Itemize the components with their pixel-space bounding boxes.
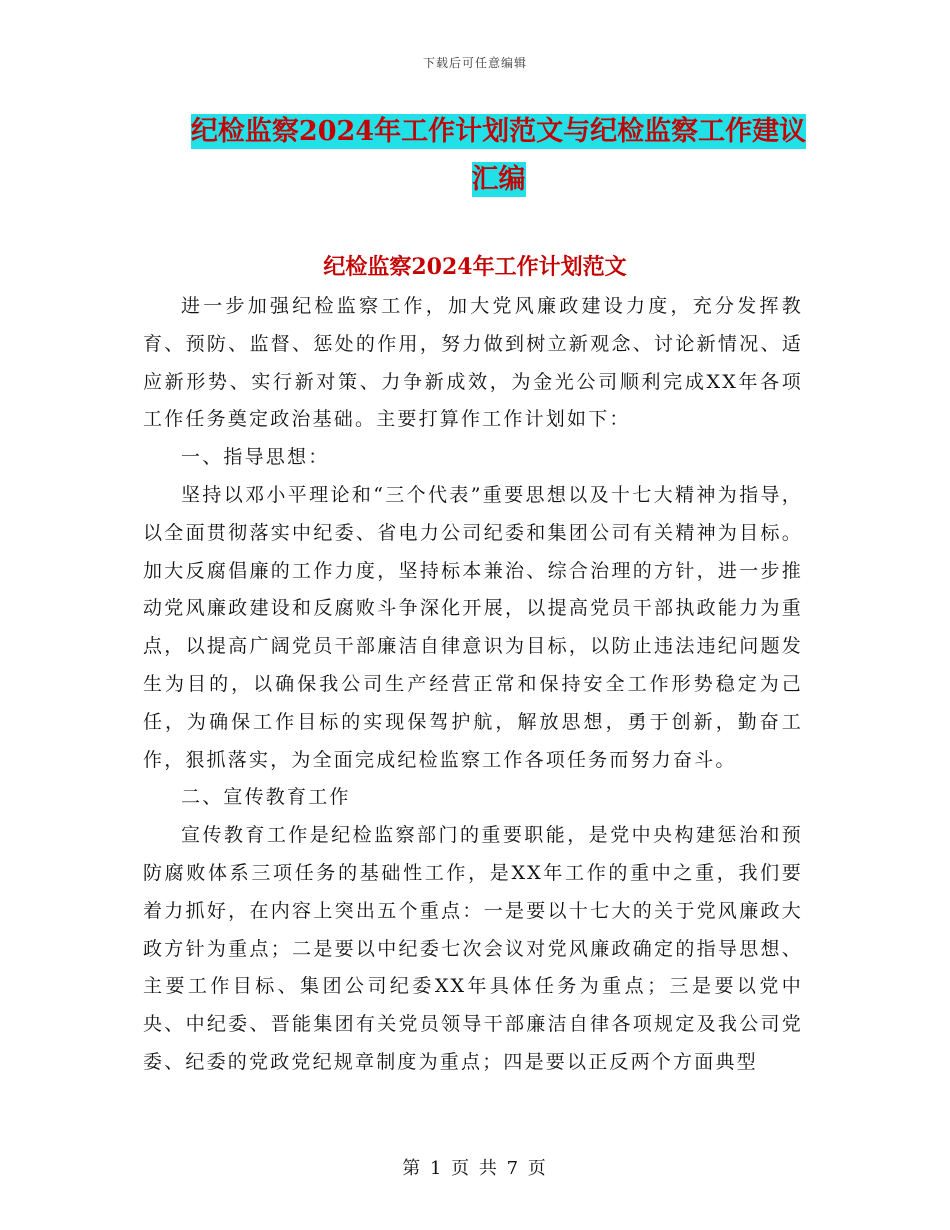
section-title: 纪检监察2024年工作计划范文 xyxy=(323,254,627,280)
document-title-text: 纪检监察2024年工作计划范文与纪检监察工作建议汇编 xyxy=(190,116,807,195)
paragraph-publicity-education: 宣传教育工作是纪检监察部门的重要职能，是党中央构建惩治和预防腐败体系三项任务的基础性工作，是XX年工作的重中之重，我们要着力抓好，在内容上突出五个重点：一是要以十七大的关于党风廉政大政方针为重点；二是要以中纪委七次会议对党风廉政确定的指导思想、主要工作目标、集团公司纪委XX年具体任务为重点；三是要以党中央、中纪委、晋能集团有关党员领导干部廉洁自律各项规定及我公司党委、纪委的党政党纪规章制度为重点；四是要以正反两个方面典型 xyxy=(143,824,803,1073)
heading-guiding-ideology: 一、指导思想： xyxy=(181,446,330,469)
page-footer: 第 1 页 共 7 页 xyxy=(402,1158,548,1179)
paragraph-intro: 进一步加强纪检监察工作，加大党风廉政建设力度，充分发挥教育、预防、监督、惩处的作用，努力做到树立新观念、讨论新情况、适应新形势、实行新对策、力争新成效，为金光公司顺利完成XX年各项工作任务奠定政治基础。主要打算作工作计划如下： xyxy=(143,295,803,431)
paragraph-guiding-ideology: 坚持以邓小平理论和“三个代表”重要思想以及十七大精神为指导，以全面贯彻落实中纪委、省电力公司纪委和集团公司有关精神为目标。加大反腐倡廉的工作力度，坚持标本兼治、综合治理的方针，进一步推动党风廉政建设和反腐败斗争深化开展，以提高党员干部执政能力为重点，以提高广阔党员干部廉洁自律意识为目标，以防止违法违纪问题发生为目的，以确保我公司生产经营正常和保持安全工作形势稳定为己任，为确保工作目标的实现保驾护航，解放思想，勇于创新，勤奋工作，狠抓落实，为全面完成纪检监察工作各项任务而努力奋斗。 xyxy=(143,483,803,771)
heading-publicity-education: 二、宣传教育工作 xyxy=(181,786,351,809)
header-note: 下载后可任意编辑 xyxy=(422,56,527,70)
document-title xyxy=(186,108,811,204)
document-body xyxy=(143,288,803,1082)
